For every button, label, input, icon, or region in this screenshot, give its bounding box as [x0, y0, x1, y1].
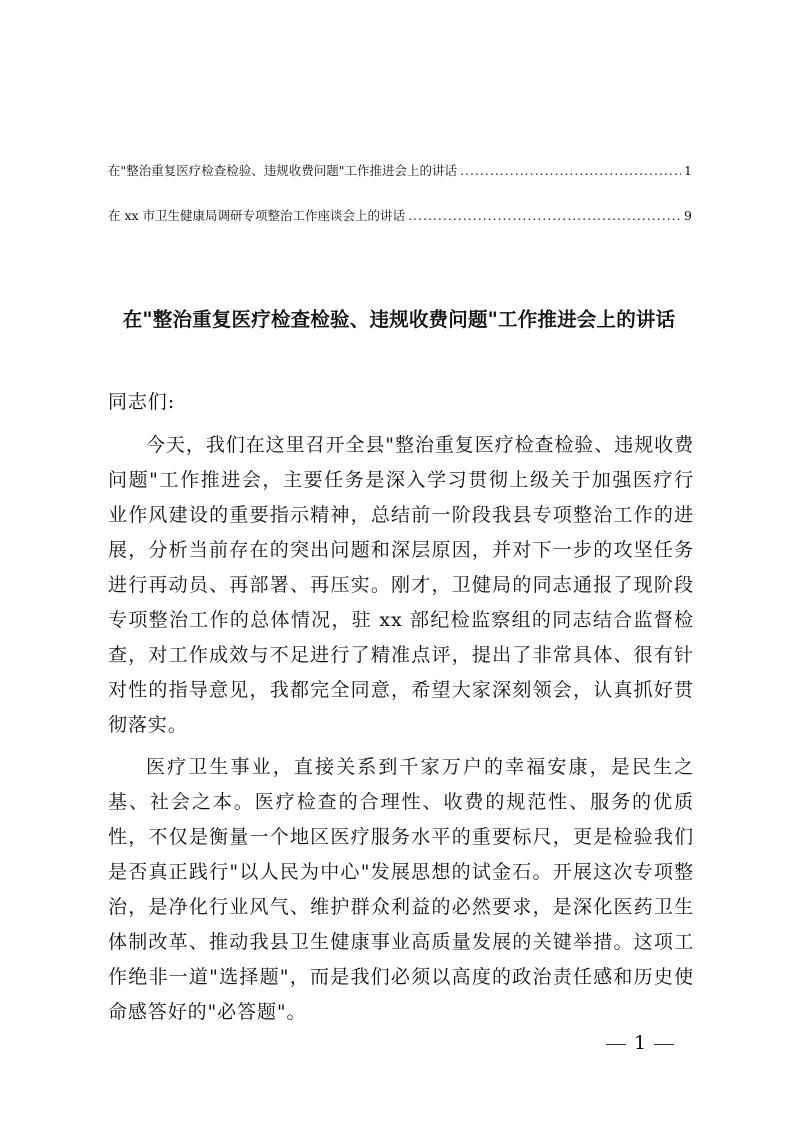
document-body: [108, 385, 694, 1030]
page-number: 1: [634, 1032, 647, 1054]
table-of-contents: [108, 163, 692, 224]
paragraph: 医疗卫生事业，直接关系到千家万户的幸福安康，是民生之基、社会之本。医疗检查的合理性、收费的规范性、服务的优质性，不仅是衡量一个地区医疗服务水平的重要标尺，更是检验我们是否真正践行"以人民为中心"发展思想的试金石。开展这次专项整治，是净化行业风气、维护群众利益的必然要求，是深化医药卫生体制改革、推动我县卫生健康事业高质量发展的关键举措。这项工作绝非一道"选择题"，而是我们必须以高度的政治责任感和历史使命感答好的"必答题"。: [108, 756, 694, 1023]
page-number-footer: [598, 1030, 682, 1056]
toc-dot-leader: [408, 208, 681, 224]
dash-right: [654, 1044, 674, 1045]
toc-dot-leader: [460, 163, 681, 179]
toc-entry[interactable]: [108, 163, 692, 179]
toc-entry-title: 在 xx 市卫生健康局调研专项整治工作座谈会上的讲话: [108, 208, 406, 223]
toc-entry-page: 1: [684, 163, 692, 178]
dash-left: [606, 1044, 626, 1045]
toc-entry-page: 9: [684, 208, 692, 223]
salutation: 同志们:: [108, 391, 176, 413]
toc-entry[interactable]: [108, 208, 692, 224]
toc-entry-title: 在"整治重复医疗检查检验、违规收费问题"工作推进会上的讲话: [108, 163, 458, 178]
document-title: 在"整治重复医疗检查检验、违规收费问题"工作推进会上的讲话: [122, 308, 676, 332]
paragraph: 今天，我们在这里召开全县"整治重复医疗检查检验、违规收费问题"工作推进会，主要任务是深入学习贯彻上级关于加强医疗行业作风建设的重要指示精神，总结前一阶段我县专项整治工作的进展，分析当前存在的突出问题和深层原因，并对下一步的攻坚任务进行再动员、再部署、再压实。刚才，卫健局的同志通报了现阶段专项整治工作的总体情况，驻 xx 部纪检监察组的同志结合监督检查，对工作成效与不足进行了精准点评，提出了非常具体、很有针对性的指导意见，我都完全同意，希望大家深刻领会，认真抓好贯彻落实。: [108, 434, 694, 736]
